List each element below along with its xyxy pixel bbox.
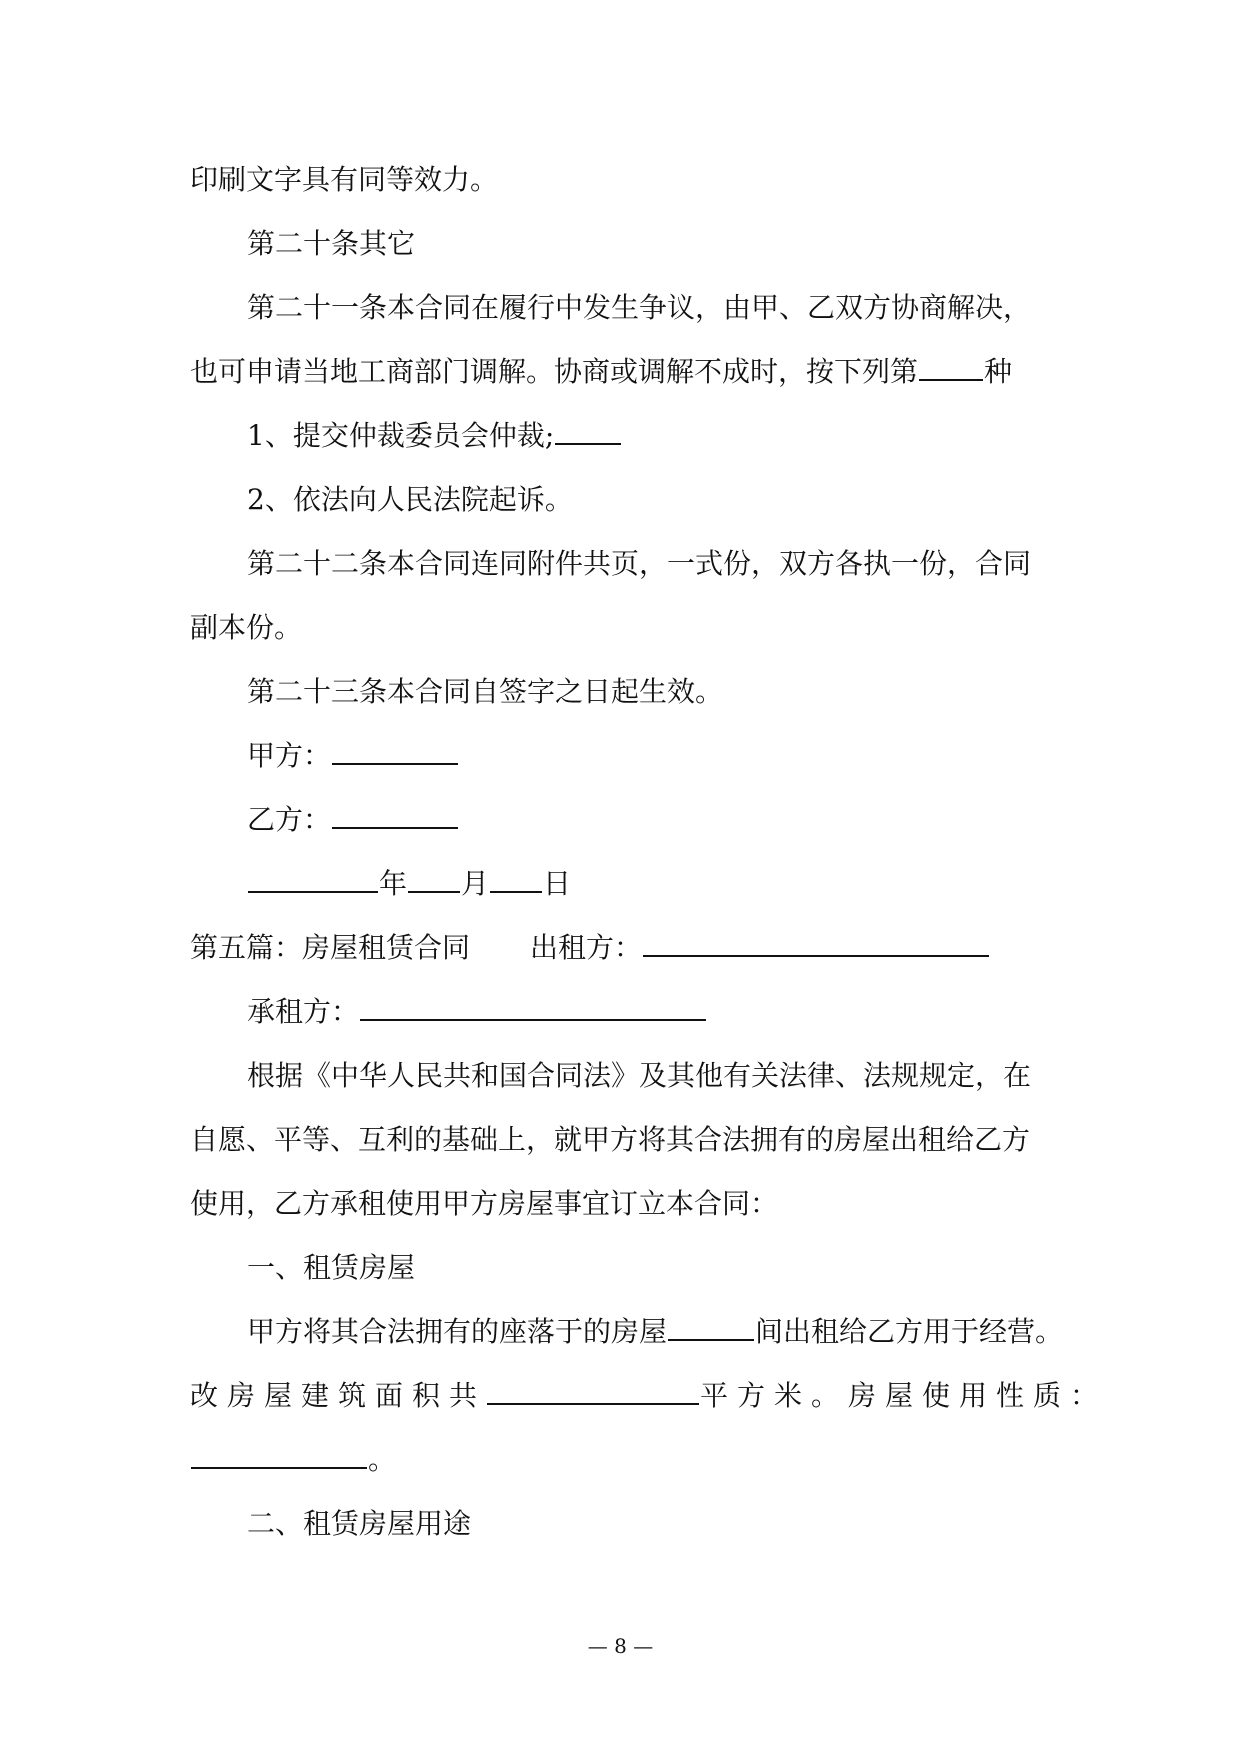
date-line bbox=[247, 864, 571, 904]
text: 印刷文字具有同等效力。 bbox=[190, 163, 499, 196]
lessee-label: 承租方： bbox=[247, 995, 360, 1028]
area-blank bbox=[487, 1377, 699, 1405]
year-blank bbox=[248, 865, 378, 893]
text: 改房屋建筑面积共 bbox=[190, 1379, 487, 1412]
text: 副本份。 bbox=[190, 611, 303, 644]
text-line bbox=[190, 160, 498, 200]
text: 。 bbox=[368, 1443, 397, 1476]
text: 第二十条其它 bbox=[247, 227, 416, 260]
article-23 bbox=[247, 672, 723, 712]
option-1 bbox=[247, 416, 622, 456]
preamble-line-3 bbox=[190, 1184, 778, 1224]
preamble-line-2 bbox=[190, 1120, 1030, 1160]
year-label: 年 bbox=[379, 867, 408, 900]
page-number: — 8 — bbox=[587, 1634, 654, 1658]
text: 种 bbox=[984, 355, 1013, 388]
text: 平方米。房屋使用性质： bbox=[700, 1379, 1108, 1412]
text: 自愿、平等、互利的基础上，就甲方将其合法拥有的房屋出租给乙方 bbox=[190, 1123, 1031, 1156]
label: 甲方： bbox=[247, 739, 332, 772]
text: 一、租赁房屋 bbox=[247, 1251, 416, 1284]
lessor-blank bbox=[643, 929, 989, 957]
signature-blank bbox=[332, 737, 458, 765]
text: 间出租给乙方用于经营。 bbox=[755, 1315, 1064, 1348]
lessee-blank bbox=[360, 993, 706, 1021]
clause-1-line-2 bbox=[190, 1376, 1107, 1416]
day-blank bbox=[490, 865, 542, 893]
text: 二、租赁房屋用途 bbox=[247, 1507, 472, 1540]
day-label: 日 bbox=[543, 867, 572, 900]
party-b-signature bbox=[247, 800, 459, 840]
text: 第二十二条本合同连同附件共页，一式份，双方各执一份，合同 bbox=[247, 547, 1032, 580]
article-22-line-1 bbox=[247, 544, 1031, 584]
clause-1-line-3 bbox=[190, 1440, 396, 1480]
text: 甲方将其合法拥有的座落于的房屋 bbox=[247, 1315, 668, 1348]
text: 1、提交仲裁委员会仲裁; bbox=[247, 419, 555, 452]
blank-underline bbox=[668, 1313, 754, 1341]
text: 也可申请当地工商部门调解。协商或调解不成时，按下列第 bbox=[190, 355, 919, 388]
article-21-line-2 bbox=[190, 352, 1012, 392]
section-5-title-line bbox=[190, 928, 990, 968]
article-22-line-2 bbox=[190, 608, 302, 648]
month-label: 月 bbox=[461, 867, 490, 900]
blank-underline bbox=[555, 417, 621, 445]
clause-2-title bbox=[247, 1504, 471, 1544]
party-a-signature bbox=[247, 736, 459, 776]
article-20-title bbox=[247, 224, 415, 264]
month-blank bbox=[408, 865, 460, 893]
signature-blank bbox=[332, 801, 458, 829]
clause-1-line-1 bbox=[247, 1312, 1063, 1352]
section-title: 第五篇：房屋租赁合同 bbox=[190, 931, 471, 964]
lessor-label: 出租方： bbox=[530, 931, 643, 964]
text: 第二十一条本合同在履行中发生争议，由甲、乙双方协商解决， bbox=[247, 291, 1032, 324]
blank-underline bbox=[919, 353, 983, 381]
option-2 bbox=[247, 480, 573, 520]
text: 第二十三条本合同自签字之日起生效。 bbox=[247, 675, 724, 708]
usage-blank bbox=[191, 1441, 367, 1469]
text: 根据《中华人民共和国合同法》及其他有关法律、法规规定，在 bbox=[247, 1059, 1032, 1092]
clause-1-title bbox=[247, 1248, 415, 1288]
text: 2、依法向人民法院起诉。 bbox=[247, 483, 573, 516]
preamble-line-1 bbox=[247, 1056, 1031, 1096]
article-21-line-1 bbox=[247, 288, 1031, 328]
label: 乙方： bbox=[247, 803, 332, 836]
text: 使用，乙方承租使用甲方房屋事宜订立本合同： bbox=[190, 1187, 779, 1220]
lessee-line bbox=[247, 992, 707, 1032]
